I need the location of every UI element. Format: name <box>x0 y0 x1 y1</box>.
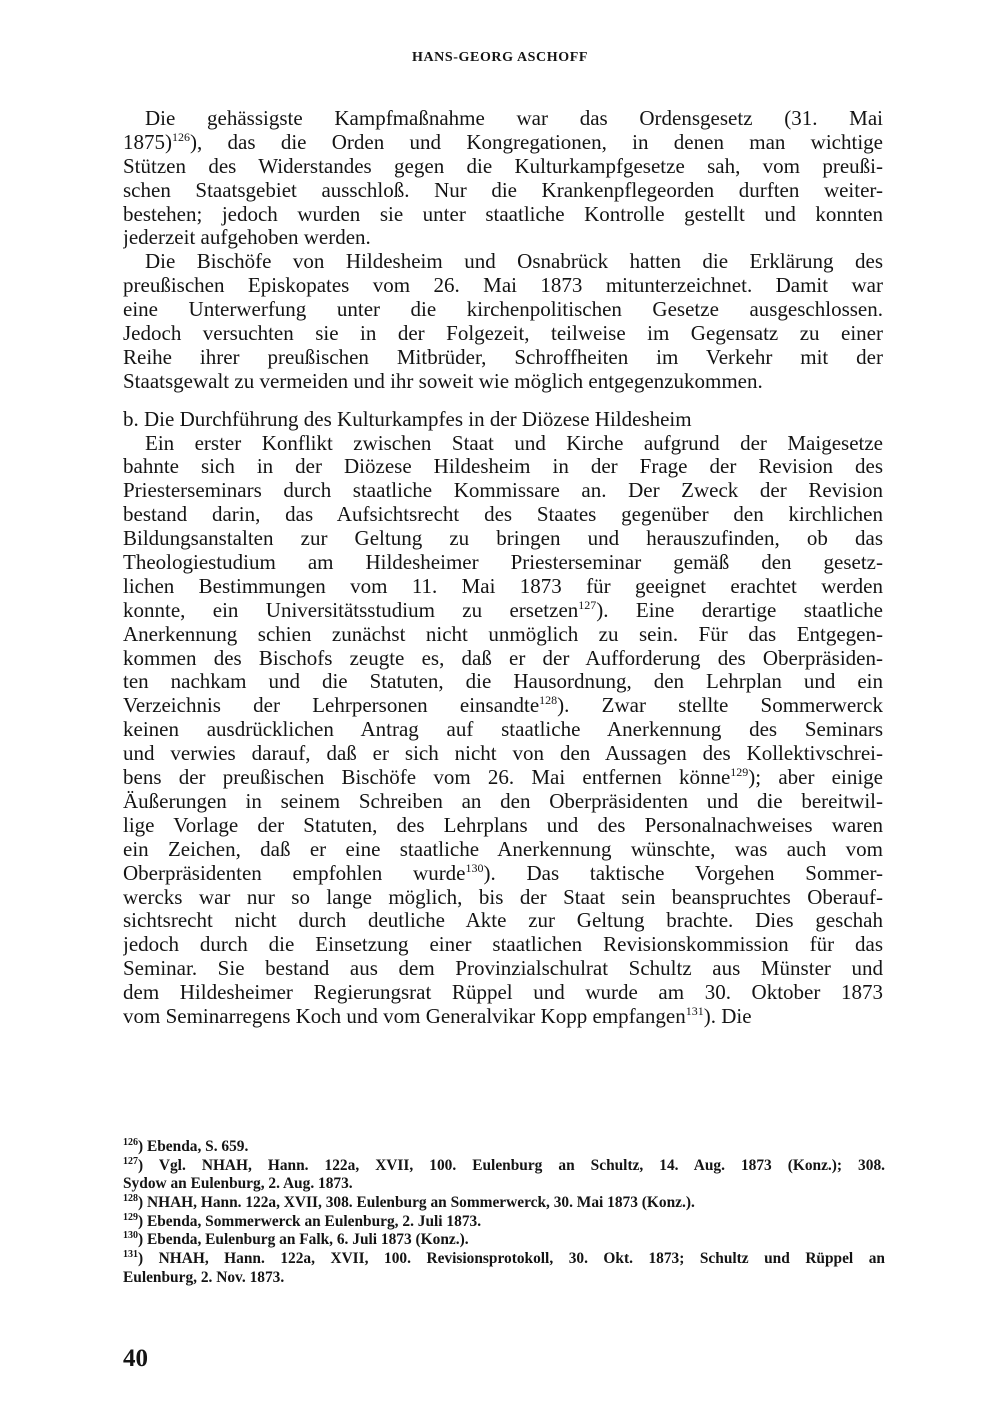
text-line: vom Seminarregens Koch und vom Generalvikar Kopp empfangen$^{131}$). Die <box>123 1004 752 1028</box>
footnote-number: 127 <box>123 1156 138 1167</box>
footnote-line: $^{126}$) Ebenda, S. 659. <box>123 1138 249 1155</box>
footnote-line: $^{130}$) Ebenda, Eulenburg an Falk, 6. Juli 1873 (Konz.). <box>123 1231 469 1249</box>
footnote-number: 130 <box>123 1231 138 1242</box>
text-line: Ein erster Konflikt zwischen Staat und Kirche aufgrund der Maigesetze <box>145 431 883 455</box>
text-line: schen Staatsgebiet ausschloß. Nur die Krankenpflegeorden durften weiter- <box>123 178 883 202</box>
footnote-ref: 130 <box>465 861 484 875</box>
text-line: jedoch durch die Einsetzung einer staatlichen Revisionskommission für das <box>123 933 883 957</box>
text-line: jederzeit aufgehoben werden. <box>123 226 371 250</box>
paragraph-bischoefe <box>123 250 883 393</box>
footnotes <box>123 1138 885 1288</box>
footnote-line: $^{129}$) Ebenda, Sommerwerck an Eulenburg, 2. Juli 1873. <box>123 1212 482 1230</box>
footnote-ref: 126 <box>172 130 190 144</box>
footnote-ref: 127 <box>578 598 597 612</box>
text-line: Jedoch versuchten sie in der Folgezeit, teilweise im Gegensatz zu einer <box>123 322 883 346</box>
text-line: Die Bischöfe von Hildesheim und Osnabrück hatten die Erklärung des <box>145 250 883 274</box>
page-number: 40 <box>123 1345 148 1372</box>
text-line: wercks war nur so lange möglich, bis der Staat sein beanspruchtes Oberauf- <box>123 885 883 909</box>
text-line: eine Unterwerfung unter die kirchenpolitischen Gesetze ausgeschlossen. <box>123 298 883 322</box>
text-line: Oberpräsidenten empfohlen wurde$^{130}$). Das taktische Vorgehen Sommer- <box>123 861 883 885</box>
text-line: Bildungsanstalten zur Geltung zu bringen und herauszufinden, ob das <box>123 527 883 551</box>
text-line: sichtsrecht nicht durch deutliche Akte zur Geltung brachte. Dies geschah <box>123 909 883 933</box>
footnote-number: 129 <box>123 1212 138 1223</box>
footnote-number: 128 <box>123 1194 138 1205</box>
text-line: konnte, ein Universitätsstudium zu ersetzen$^{127}$). Eine derartige staatliche <box>123 598 883 622</box>
text-line: bestehen; jedoch wurden sie unter staatliche Kontrolle gestellt und konnten <box>123 202 883 226</box>
text-line: und verwies darauf, daß er sich nicht von den Aussagen des Kollektivschrei- <box>123 742 883 766</box>
footnote-ref: 131 <box>685 1004 704 1018</box>
text-line: Verzeichnis der Lehrpersonen einsandte$^{128}$). Zwar stellte Sommerwerck <box>123 694 883 718</box>
footnote-ref: 128 <box>539 694 558 708</box>
text-line: lichen Bestimmungen vom 11. Mai 1873 für geeignet erachtet werden <box>123 574 883 598</box>
text-line: Seminar. Sie bestand aus dem Provinzialschulrat Schultz aus Münster und <box>123 957 883 981</box>
text-line: Theologiestudium am Hildesheimer Priesterseminar gemäß den gesetz- <box>123 551 883 575</box>
text-line: Reihe ihrer preußischen Mitbrüder, Schroffheiten im Verkehr mit der <box>123 345 883 369</box>
footnote-number: 131 <box>123 1250 138 1261</box>
footnote-ref: 129 <box>730 766 749 780</box>
text-line: Die gehässigste Kampfmaßnahme war das Ordensgesetz (31. Mai <box>145 107 883 130</box>
text-line: Priesterseminars durch staatliche Kommissare an. Der Zweck der Revision <box>123 479 883 503</box>
text-line: ein Zeichen, daß er eine staatliche Anerkennung wünschte, was auch vom <box>123 837 883 861</box>
text-line: Stützen des Widerstandes gegen die Kulturkampfgesetze sah, vom preußi- <box>123 154 883 178</box>
footnote-line: $^{128}$) NHAH, Hann. 122a, XVII, 308. Eulenburg an Sommerwerck, 30. Mai 1873 (Konz.). <box>123 1194 695 1212</box>
text-line: keinen ausdrücklichen Antrag auf staatliche Anerkennung des Seminars <box>123 718 883 742</box>
running-header: HANS-GEORG ASCHOFF <box>411 50 589 65</box>
paragraph-durchfuehrung <box>123 432 883 1029</box>
text-line: preußischen Episkopates vom 26. Mai 1873 mitunterzeichnet. Damit war <box>123 274 883 298</box>
footnote-line: $^{127}$) Vgl. NHAH, Hann. 122a, XVII, 100. Eulenburg an Schultz, 14. Aug. 1873 (Konz.); 308. <box>123 1156 885 1174</box>
text-line: dem Hildesheimer Regierungsrat Rüppel und wurde am 30. Oktober 1873 <box>123 981 883 1005</box>
text-line: Anerkennung schien zunächst nicht unmöglich zu sein. Für das Entgegen- <box>123 622 883 646</box>
footnote-number: 126 <box>123 1138 138 1148</box>
body-text <box>123 107 883 1029</box>
text-line: Staatsgewalt zu vermeiden und ihr soweit wie möglich entgegenzukommen. <box>123 369 763 393</box>
text-line: kommen des Bischofs zeugte es, daß er der Aufforderung des Oberpräsiden- <box>123 646 883 670</box>
footnote-line: Eulenburg, 2. Nov. 1873. <box>123 1268 285 1286</box>
text-line: Äußerungen in seinem Schreiben an den Oberpräsidenten und die bereitwil- <box>123 789 883 813</box>
text-line: bens der preußischen Bischöfe vom 26. Mai entfernen könne$^{129}$); aber einige <box>123 766 883 790</box>
text-line: bestand darin, das Aufsichtsrecht des Staates gegenüber den kirchlichen <box>123 503 883 527</box>
paragraph-ordensgesetz <box>123 107 883 250</box>
footnote-line: Sydow an Eulenburg, 2. Aug. 1873. <box>123 1175 353 1193</box>
text-line: bahnte sich in der Diözese Hildesheim in der Frage der Revision des <box>123 455 883 479</box>
text-line: lige Vorlage der Statuten, des Lehrplans und des Personalnachweises waren <box>123 813 883 837</box>
text-line: ten nachkam und die Statuten, die Hausordnung, den Lehrplan und ein <box>123 670 883 694</box>
text-line: 1875)$^{126}$), das die Orden und Kongregationen, in denen man wichtige <box>123 130 883 154</box>
footnote-line: $^{131}$) NHAH, Hann. 122a, XVII, 100. Revisionsprotokoll, 30. Okt. 1873; Schultz und Rüppel an <box>123 1250 885 1268</box>
section-heading: b. Die Durchführung des Kulturkampfes in der Diözese Hildesheim <box>123 407 692 431</box>
